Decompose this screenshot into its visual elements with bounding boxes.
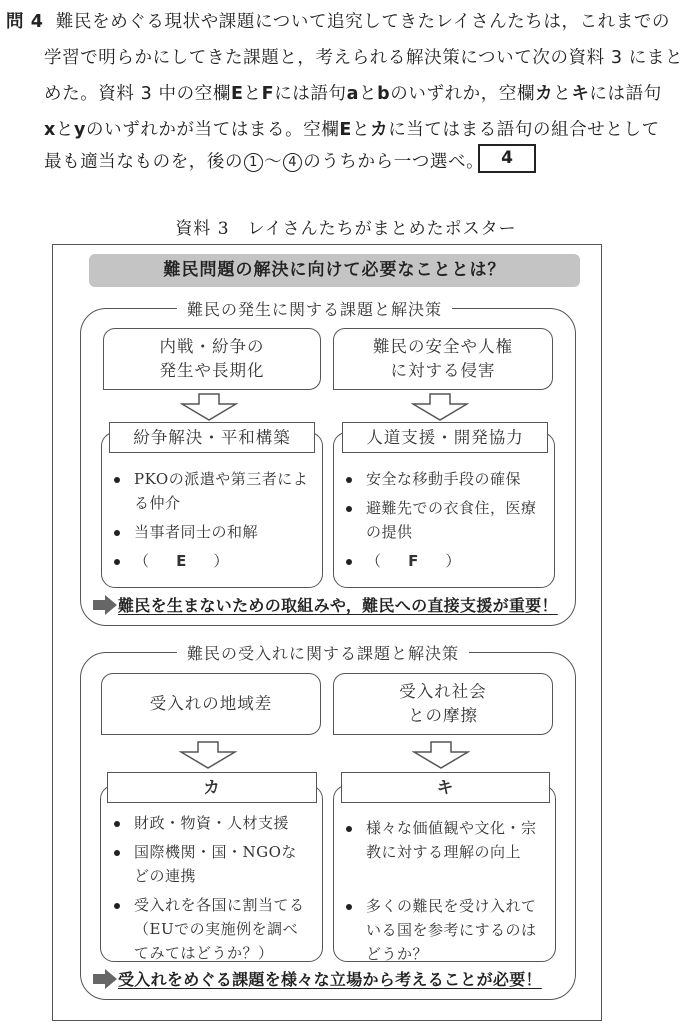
phrase-ref-a: a [346, 84, 360, 104]
solution-list [342, 467, 542, 578]
list-item: 多くの難民を受け入れている国を参考にするのはどうか？ [342, 894, 542, 966]
list-item: 国際機関・国・NGOなどの連携 [110, 840, 310, 888]
down-arrow-icon [179, 741, 237, 769]
question-text-1: 難民をめぐる現状や課題について追究してきたレイさんたちは，これまでの [55, 12, 671, 32]
paren: （ [134, 552, 150, 570]
phrase-ref-y: y [74, 120, 87, 140]
question-line-2 [44, 44, 683, 69]
list-item: 当事者同士の和解 [110, 520, 310, 544]
question-line-5 [44, 148, 484, 173]
text: と [553, 84, 572, 104]
question-line-4 [44, 116, 660, 141]
solution-title: 人道支援・開発協力 [342, 422, 548, 453]
poster-banner: 難民問題の解決に向けて必要なこととは？ [89, 254, 580, 287]
problem-text: 内戦・紛争の [159, 337, 265, 356]
problem-box [333, 328, 553, 390]
list-item: 財政・物資・人材支援 [110, 811, 310, 835]
blank-item-F [342, 549, 542, 573]
circled-number-4: 4 [283, 153, 302, 172]
list-item: 安全な移動手段の確保 [342, 467, 542, 491]
blank-item-E [110, 549, 310, 573]
paren: （ [366, 552, 382, 570]
paren: ） [213, 552, 230, 570]
text: と [351, 120, 371, 140]
text: に当てはまる語句の組合せとして [388, 120, 660, 140]
text: 〜 [264, 152, 283, 172]
blank-letter-E: E [176, 552, 187, 570]
text: のうちから一つ選べ。 [303, 152, 485, 172]
blank-title-ka: カ [107, 772, 317, 803]
problem-text: 受入れの地域差 [149, 694, 273, 713]
text: と [359, 84, 378, 104]
text: と [243, 84, 262, 104]
problem-text: との摩擦 [408, 706, 478, 725]
phrase-ref-b: b [377, 84, 391, 104]
answer-number-box: 4 [478, 144, 536, 173]
down-arrow-icon [412, 741, 470, 769]
phrase-ref-x: x [44, 120, 56, 140]
list-item: 様々な価値観や文化・宗教に対する理解の向上 [342, 816, 542, 864]
problem-box [333, 673, 553, 735]
list-item: 避難先での衣食住，医療の提供 [342, 496, 542, 544]
question-line-1 [6, 8, 670, 33]
paren: ） [445, 552, 462, 570]
problem-text: 受入れ社会 [399, 682, 487, 701]
section-title: 難民の受入れに関する課題と解決策 [177, 641, 469, 664]
circled-number-1: 1 [244, 153, 263, 172]
question-number: 問 4 [6, 12, 44, 32]
conclusion-text: 難民を生まないための取組みや，難民への直接支援が重要！ [118, 596, 558, 615]
list-item: PKOの派遣や第三者による仲介 [110, 467, 310, 515]
problem-text: 難民の安全や人権 [373, 337, 513, 356]
text: 最も適当なものを，後の [44, 152, 244, 172]
blank-letter-F: F [408, 552, 419, 570]
blank-title-ki: キ [341, 772, 550, 803]
down-arrow-icon [180, 393, 238, 421]
problem-text: 発生や長期化 [159, 361, 265, 380]
question-text-2: 学習で明らかにしてきた課題と，考えられる解決策について次の資料 3 にまと [44, 48, 684, 68]
blank-ref-F: F [261, 84, 275, 104]
blank-ref-E: E [339, 120, 352, 140]
solution-list [110, 811, 310, 970]
text: には語句 [274, 84, 347, 104]
problem-text: に対する侵害 [390, 361, 496, 380]
text: には語句 [589, 84, 662, 104]
section-title: 難民の発生に関する課題と解決策 [177, 297, 452, 320]
question-line-3 [44, 80, 662, 105]
text: のいずれかが当てはまる。空欄 [86, 120, 340, 140]
section-conclusion [92, 967, 542, 990]
right-arrow-icon [92, 968, 118, 990]
blank-ref-ka: カ [370, 120, 389, 140]
solution-list [110, 467, 310, 578]
section-conclusion [92, 593, 558, 616]
text: めた。資料 3 中の空欄 [44, 84, 231, 104]
blank-ref-E: E [230, 84, 244, 104]
text: と [55, 120, 74, 140]
down-arrow-icon [411, 393, 469, 421]
right-arrow-icon [92, 594, 118, 616]
problem-box [103, 328, 321, 390]
list-item: 受入れを各国に割当てる（EUでの実施例を調べてみてはどうか？） [110, 893, 310, 965]
solution-list [342, 816, 542, 971]
figure-caption: 資料 3 レイさんたちがまとめたポスター [175, 219, 517, 239]
conclusion-text: 受入れをめぐる課題を様々な立場から考えることが必要！ [118, 970, 542, 989]
solution-title: 紛争解決・平和構築 [109, 422, 315, 453]
problem-box [101, 673, 321, 735]
blank-ref-ki: キ [571, 84, 590, 104]
blank-ref-ka: カ [535, 84, 554, 104]
text: のいずれか，空欄 [390, 84, 536, 104]
